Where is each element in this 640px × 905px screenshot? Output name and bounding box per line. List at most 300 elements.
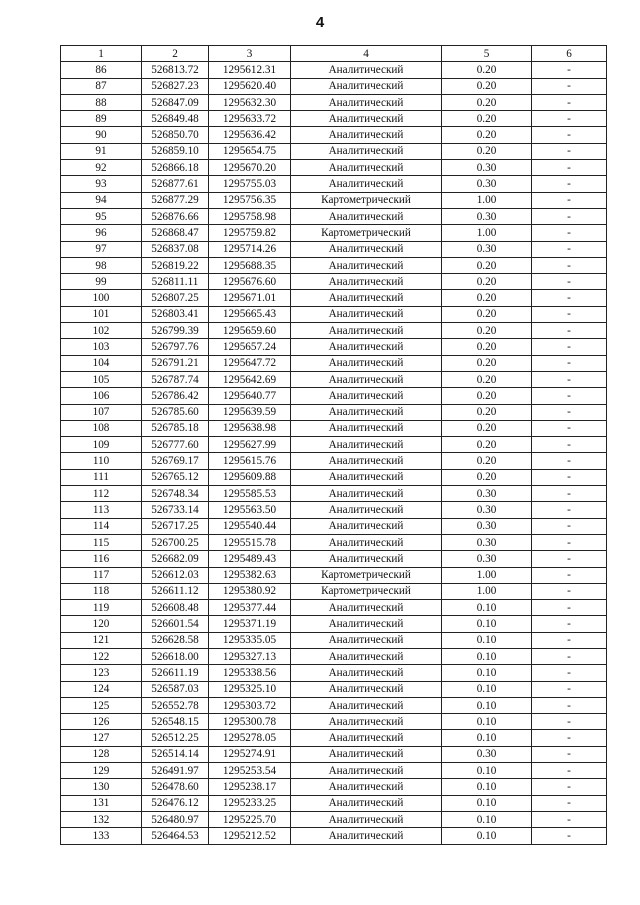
accuracy-cell: 0.30 xyxy=(442,241,532,257)
accuracy-cell: 1.00 xyxy=(442,567,532,583)
y-coordinate-cell: 1295540.44 xyxy=(209,518,291,534)
note-cell: - xyxy=(532,143,607,159)
method-cell: Аналитический xyxy=(291,388,442,404)
point-number-cell: 119 xyxy=(61,600,142,616)
y-coordinate-cell: 1295615.76 xyxy=(209,453,291,469)
x-coordinate-cell: 526847.09 xyxy=(142,94,209,110)
x-coordinate-cell: 526618.00 xyxy=(142,648,209,664)
x-coordinate-cell: 526717.25 xyxy=(142,518,209,534)
table-row xyxy=(61,127,607,143)
table-row xyxy=(61,616,607,632)
method-cell: Аналитический xyxy=(291,306,442,322)
x-coordinate-cell: 526877.61 xyxy=(142,176,209,192)
point-number-cell: 124 xyxy=(61,681,142,697)
accuracy-cell: 0.10 xyxy=(442,665,532,681)
point-number-cell: 107 xyxy=(61,404,142,420)
x-coordinate-cell: 526480.97 xyxy=(142,811,209,827)
accuracy-cell: 0.10 xyxy=(442,616,532,632)
method-cell: Аналитический xyxy=(291,697,442,713)
y-coordinate-cell: 1295654.75 xyxy=(209,143,291,159)
y-coordinate-cell: 1295233.25 xyxy=(209,795,291,811)
table-row xyxy=(61,795,607,811)
x-coordinate-cell: 526464.53 xyxy=(142,828,209,844)
accuracy-cell: 0.30 xyxy=(442,534,532,550)
point-number-cell: 121 xyxy=(61,632,142,648)
table-row xyxy=(61,420,607,436)
point-number-cell: 115 xyxy=(61,534,142,550)
table-row xyxy=(61,388,607,404)
note-cell: - xyxy=(532,437,607,453)
y-coordinate-cell: 1295489.43 xyxy=(209,551,291,567)
note-cell: - xyxy=(532,714,607,730)
table-row xyxy=(61,306,607,322)
note-cell: - xyxy=(532,486,607,502)
table-body xyxy=(61,62,607,844)
x-coordinate-cell: 526612.03 xyxy=(142,567,209,583)
method-cell: Аналитический xyxy=(291,453,442,469)
accuracy-cell: 0.20 xyxy=(442,94,532,110)
note-cell: - xyxy=(532,811,607,827)
x-coordinate-cell: 526785.60 xyxy=(142,404,209,420)
method-cell: Аналитический xyxy=(291,355,442,371)
point-number-cell: 89 xyxy=(61,111,142,127)
x-coordinate-cell: 526514.14 xyxy=(142,746,209,762)
y-coordinate-cell: 1295380.92 xyxy=(209,583,291,599)
note-cell: - xyxy=(532,355,607,371)
method-cell: Аналитический xyxy=(291,78,442,94)
x-coordinate-cell: 526777.60 xyxy=(142,437,209,453)
accuracy-cell: 0.30 xyxy=(442,518,532,534)
y-coordinate-cell: 1295612.31 xyxy=(209,62,291,78)
column-header: 6 xyxy=(532,46,607,62)
page-number: 4 xyxy=(315,14,325,31)
table-row xyxy=(61,437,607,453)
accuracy-cell: 0.20 xyxy=(442,78,532,94)
accuracy-cell: 0.10 xyxy=(442,648,532,664)
method-cell: Аналитический xyxy=(291,665,442,681)
x-coordinate-cell: 526876.66 xyxy=(142,208,209,224)
y-coordinate-cell: 1295647.72 xyxy=(209,355,291,371)
y-coordinate-cell: 1295377.44 xyxy=(209,600,291,616)
x-coordinate-cell: 526803.41 xyxy=(142,306,209,322)
y-coordinate-cell: 1295714.26 xyxy=(209,241,291,257)
x-coordinate-cell: 526827.23 xyxy=(142,78,209,94)
method-cell: Аналитический xyxy=(291,404,442,420)
accuracy-cell: 0.20 xyxy=(442,111,532,127)
column-header: 1 xyxy=(61,46,142,62)
table-row xyxy=(61,257,607,273)
method-cell: Аналитический xyxy=(291,632,442,648)
table-row xyxy=(61,779,607,795)
table-row xyxy=(61,62,607,78)
accuracy-cell: 0.20 xyxy=(442,290,532,306)
note-cell: - xyxy=(532,404,607,420)
point-number-cell: 109 xyxy=(61,437,142,453)
table-row xyxy=(61,160,607,176)
table-row xyxy=(61,648,607,664)
method-cell: Аналитический xyxy=(291,339,442,355)
y-coordinate-cell: 1295632.30 xyxy=(209,94,291,110)
note-cell: - xyxy=(532,78,607,94)
accuracy-cell: 0.20 xyxy=(442,323,532,339)
table-row xyxy=(61,486,607,502)
point-number-cell: 92 xyxy=(61,160,142,176)
method-cell: Аналитический xyxy=(291,551,442,567)
method-cell: Аналитический xyxy=(291,290,442,306)
x-coordinate-cell: 526811.11 xyxy=(142,274,209,290)
method-cell: Картометрический xyxy=(291,567,442,583)
table-row xyxy=(61,502,607,518)
x-coordinate-cell: 526866.18 xyxy=(142,160,209,176)
accuracy-cell: 0.30 xyxy=(442,176,532,192)
method-cell: Аналитический xyxy=(291,323,442,339)
accuracy-cell: 0.20 xyxy=(442,143,532,159)
point-number-cell: 105 xyxy=(61,371,142,387)
x-coordinate-cell: 526877.29 xyxy=(142,192,209,208)
x-coordinate-cell: 526476.12 xyxy=(142,795,209,811)
y-coordinate-cell: 1295609.88 xyxy=(209,469,291,485)
point-number-cell: 87 xyxy=(61,78,142,94)
accuracy-cell: 0.10 xyxy=(442,697,532,713)
method-cell: Аналитический xyxy=(291,257,442,273)
table-row xyxy=(61,225,607,241)
method-cell: Аналитический xyxy=(291,518,442,534)
y-coordinate-cell: 1295253.54 xyxy=(209,763,291,779)
table-row xyxy=(61,551,607,567)
x-coordinate-cell: 526837.08 xyxy=(142,241,209,257)
y-coordinate-cell: 1295515.78 xyxy=(209,534,291,550)
method-cell: Картометрический xyxy=(291,225,442,241)
point-number-cell: 96 xyxy=(61,225,142,241)
accuracy-cell: 0.20 xyxy=(442,371,532,387)
note-cell: - xyxy=(532,632,607,648)
note-cell: - xyxy=(532,127,607,143)
table-row xyxy=(61,241,607,257)
method-cell: Аналитический xyxy=(291,208,442,224)
y-coordinate-cell: 1295665.43 xyxy=(209,306,291,322)
note-cell: - xyxy=(532,697,607,713)
accuracy-cell: 0.20 xyxy=(442,257,532,273)
table-row xyxy=(61,94,607,110)
table-row xyxy=(61,811,607,827)
x-coordinate-cell: 526512.25 xyxy=(142,730,209,746)
x-coordinate-cell: 526601.54 xyxy=(142,616,209,632)
point-number-cell: 99 xyxy=(61,274,142,290)
x-coordinate-cell: 526850.70 xyxy=(142,127,209,143)
y-coordinate-cell: 1295382.63 xyxy=(209,567,291,583)
point-number-cell: 108 xyxy=(61,420,142,436)
note-cell: - xyxy=(532,502,607,518)
point-number-cell: 86 xyxy=(61,62,142,78)
method-cell: Аналитический xyxy=(291,469,442,485)
accuracy-cell: 0.20 xyxy=(442,420,532,436)
y-coordinate-cell: 1295278.05 xyxy=(209,730,291,746)
table-row xyxy=(61,143,607,159)
note-cell: - xyxy=(532,730,607,746)
x-coordinate-cell: 526785.18 xyxy=(142,420,209,436)
note-cell: - xyxy=(532,241,607,257)
note-cell: - xyxy=(532,616,607,632)
method-cell: Аналитический xyxy=(291,160,442,176)
point-number-cell: 114 xyxy=(61,518,142,534)
x-coordinate-cell: 526611.19 xyxy=(142,665,209,681)
note-cell: - xyxy=(532,290,607,306)
y-coordinate-cell: 1295338.56 xyxy=(209,665,291,681)
note-cell: - xyxy=(532,306,607,322)
accuracy-cell: 0.20 xyxy=(442,453,532,469)
x-coordinate-cell: 526491.97 xyxy=(142,763,209,779)
table-row xyxy=(61,339,607,355)
y-coordinate-cell: 1295563.50 xyxy=(209,502,291,518)
accuracy-cell: 0.10 xyxy=(442,681,532,697)
accuracy-cell: 1.00 xyxy=(442,583,532,599)
y-coordinate-cell: 1295758.98 xyxy=(209,208,291,224)
table-row xyxy=(61,714,607,730)
method-cell: Аналитический xyxy=(291,62,442,78)
column-header: 3 xyxy=(209,46,291,62)
x-coordinate-cell: 526682.09 xyxy=(142,551,209,567)
accuracy-cell: 0.20 xyxy=(442,388,532,404)
accuracy-cell: 0.20 xyxy=(442,306,532,322)
method-cell: Аналитический xyxy=(291,746,442,762)
x-coordinate-cell: 526552.78 xyxy=(142,697,209,713)
note-cell: - xyxy=(532,534,607,550)
method-cell: Аналитический xyxy=(291,681,442,697)
table-row xyxy=(61,518,607,534)
point-number-cell: 113 xyxy=(61,502,142,518)
y-coordinate-cell: 1295303.72 xyxy=(209,697,291,713)
y-coordinate-cell: 1295657.24 xyxy=(209,339,291,355)
point-number-cell: 88 xyxy=(61,94,142,110)
note-cell: - xyxy=(532,648,607,664)
column-header: 4 xyxy=(291,46,442,62)
method-cell: Аналитический xyxy=(291,811,442,827)
x-coordinate-cell: 526813.72 xyxy=(142,62,209,78)
table-row xyxy=(61,453,607,469)
note-cell: - xyxy=(532,583,607,599)
method-cell: Аналитический xyxy=(291,828,442,844)
y-coordinate-cell: 1295640.77 xyxy=(209,388,291,404)
coordinates-table xyxy=(60,45,607,845)
note-cell: - xyxy=(532,176,607,192)
note-cell: - xyxy=(532,323,607,339)
table-row xyxy=(61,697,607,713)
x-coordinate-cell: 526807.25 xyxy=(142,290,209,306)
note-cell: - xyxy=(532,62,607,78)
method-cell: Аналитический xyxy=(291,111,442,127)
x-coordinate-cell: 526765.12 xyxy=(142,469,209,485)
point-number-cell: 111 xyxy=(61,469,142,485)
note-cell: - xyxy=(532,388,607,404)
method-cell: Аналитический xyxy=(291,502,442,518)
method-cell: Аналитический xyxy=(291,94,442,110)
y-coordinate-cell: 1295238.17 xyxy=(209,779,291,795)
x-coordinate-cell: 526478.60 xyxy=(142,779,209,795)
y-coordinate-cell: 1295325.10 xyxy=(209,681,291,697)
y-coordinate-cell: 1295371.19 xyxy=(209,616,291,632)
method-cell: Аналитический xyxy=(291,127,442,143)
accuracy-cell: 0.30 xyxy=(442,160,532,176)
method-cell: Аналитический xyxy=(291,274,442,290)
accuracy-cell: 0.20 xyxy=(442,355,532,371)
table-row xyxy=(61,404,607,420)
table-row xyxy=(61,583,607,599)
table-row xyxy=(61,111,607,127)
table-row xyxy=(61,176,607,192)
note-cell: - xyxy=(532,274,607,290)
table-row xyxy=(61,274,607,290)
note-cell: - xyxy=(532,795,607,811)
x-coordinate-cell: 526587.03 xyxy=(142,681,209,697)
table-row xyxy=(61,371,607,387)
y-coordinate-cell: 1295671.01 xyxy=(209,290,291,306)
point-number-cell: 102 xyxy=(61,323,142,339)
x-coordinate-cell: 526748.34 xyxy=(142,486,209,502)
y-coordinate-cell: 1295755.03 xyxy=(209,176,291,192)
table-row xyxy=(61,828,607,844)
table-header-row xyxy=(61,46,607,62)
point-number-cell: 95 xyxy=(61,208,142,224)
method-cell: Аналитический xyxy=(291,176,442,192)
note-cell: - xyxy=(532,94,607,110)
accuracy-cell: 0.20 xyxy=(442,469,532,485)
accuracy-cell: 0.10 xyxy=(442,730,532,746)
table-row xyxy=(61,78,607,94)
table-row xyxy=(61,469,607,485)
accuracy-cell: 0.10 xyxy=(442,632,532,648)
accuracy-cell: 1.00 xyxy=(442,192,532,208)
point-number-cell: 126 xyxy=(61,714,142,730)
note-cell: - xyxy=(532,567,607,583)
y-coordinate-cell: 1295676.60 xyxy=(209,274,291,290)
column-header: 5 xyxy=(442,46,532,62)
accuracy-cell: 0.10 xyxy=(442,828,532,844)
y-coordinate-cell: 1295670.20 xyxy=(209,160,291,176)
x-coordinate-cell: 526791.21 xyxy=(142,355,209,371)
table-row xyxy=(61,567,607,583)
method-cell: Аналитический xyxy=(291,371,442,387)
x-coordinate-cell: 526849.48 xyxy=(142,111,209,127)
note-cell: - xyxy=(532,469,607,485)
method-cell: Картометрический xyxy=(291,583,442,599)
note-cell: - xyxy=(532,600,607,616)
method-cell: Аналитический xyxy=(291,600,442,616)
point-number-cell: 117 xyxy=(61,567,142,583)
point-number-cell: 120 xyxy=(61,616,142,632)
y-coordinate-cell: 1295225.70 xyxy=(209,811,291,827)
accuracy-cell: 1.00 xyxy=(442,225,532,241)
x-coordinate-cell: 526859.10 xyxy=(142,143,209,159)
note-cell: - xyxy=(532,665,607,681)
accuracy-cell: 0.10 xyxy=(442,795,532,811)
accuracy-cell: 0.20 xyxy=(442,437,532,453)
point-number-cell: 128 xyxy=(61,746,142,762)
y-coordinate-cell: 1295585.53 xyxy=(209,486,291,502)
point-number-cell: 132 xyxy=(61,811,142,827)
point-number-cell: 129 xyxy=(61,763,142,779)
note-cell: - xyxy=(532,225,607,241)
accuracy-cell: 0.20 xyxy=(442,339,532,355)
x-coordinate-cell: 526797.76 xyxy=(142,339,209,355)
note-cell: - xyxy=(532,208,607,224)
point-number-cell: 97 xyxy=(61,241,142,257)
x-coordinate-cell: 526548.15 xyxy=(142,714,209,730)
accuracy-cell: 0.30 xyxy=(442,502,532,518)
point-number-cell: 130 xyxy=(61,779,142,795)
note-cell: - xyxy=(532,257,607,273)
method-cell: Аналитический xyxy=(291,420,442,436)
point-number-cell: 133 xyxy=(61,828,142,844)
method-cell: Аналитический xyxy=(291,437,442,453)
table-row xyxy=(61,192,607,208)
point-number-cell: 122 xyxy=(61,648,142,664)
note-cell: - xyxy=(532,339,607,355)
accuracy-cell: 0.10 xyxy=(442,714,532,730)
y-coordinate-cell: 1295620.40 xyxy=(209,78,291,94)
note-cell: - xyxy=(532,420,607,436)
x-coordinate-cell: 526819.22 xyxy=(142,257,209,273)
method-cell: Аналитический xyxy=(291,486,442,502)
accuracy-cell: 0.10 xyxy=(442,779,532,795)
x-coordinate-cell: 526608.48 xyxy=(142,600,209,616)
point-number-cell: 125 xyxy=(61,697,142,713)
note-cell: - xyxy=(532,828,607,844)
y-coordinate-cell: 1295688.35 xyxy=(209,257,291,273)
y-coordinate-cell: 1295633.72 xyxy=(209,111,291,127)
column-header: 2 xyxy=(142,46,209,62)
y-coordinate-cell: 1295638.98 xyxy=(209,420,291,436)
method-cell: Аналитический xyxy=(291,648,442,664)
point-number-cell: 100 xyxy=(61,290,142,306)
x-coordinate-cell: 526769.17 xyxy=(142,453,209,469)
note-cell: - xyxy=(532,763,607,779)
point-number-cell: 110 xyxy=(61,453,142,469)
note-cell: - xyxy=(532,518,607,534)
y-coordinate-cell: 1295759.82 xyxy=(209,225,291,241)
point-number-cell: 91 xyxy=(61,143,142,159)
method-cell: Аналитический xyxy=(291,616,442,632)
note-cell: - xyxy=(532,111,607,127)
table-row xyxy=(61,665,607,681)
table-row xyxy=(61,730,607,746)
point-number-cell: 94 xyxy=(61,192,142,208)
x-coordinate-cell: 526733.14 xyxy=(142,502,209,518)
point-number-cell: 123 xyxy=(61,665,142,681)
table-row xyxy=(61,746,607,762)
point-number-cell: 127 xyxy=(61,730,142,746)
point-number-cell: 90 xyxy=(61,127,142,143)
method-cell: Аналитический xyxy=(291,534,442,550)
y-coordinate-cell: 1295327.13 xyxy=(209,648,291,664)
point-number-cell: 112 xyxy=(61,486,142,502)
table-row xyxy=(61,355,607,371)
point-number-cell: 118 xyxy=(61,583,142,599)
x-coordinate-cell: 526799.39 xyxy=(142,323,209,339)
method-cell: Аналитический xyxy=(291,795,442,811)
y-coordinate-cell: 1295642.69 xyxy=(209,371,291,387)
point-number-cell: 103 xyxy=(61,339,142,355)
table-row xyxy=(61,632,607,648)
point-number-cell: 131 xyxy=(61,795,142,811)
y-coordinate-cell: 1295639.59 xyxy=(209,404,291,420)
x-coordinate-cell: 526787.74 xyxy=(142,371,209,387)
method-cell: Аналитический xyxy=(291,714,442,730)
x-coordinate-cell: 526868.47 xyxy=(142,225,209,241)
table-row xyxy=(61,290,607,306)
table-row xyxy=(61,681,607,697)
accuracy-cell: 0.30 xyxy=(442,208,532,224)
accuracy-cell: 0.10 xyxy=(442,763,532,779)
